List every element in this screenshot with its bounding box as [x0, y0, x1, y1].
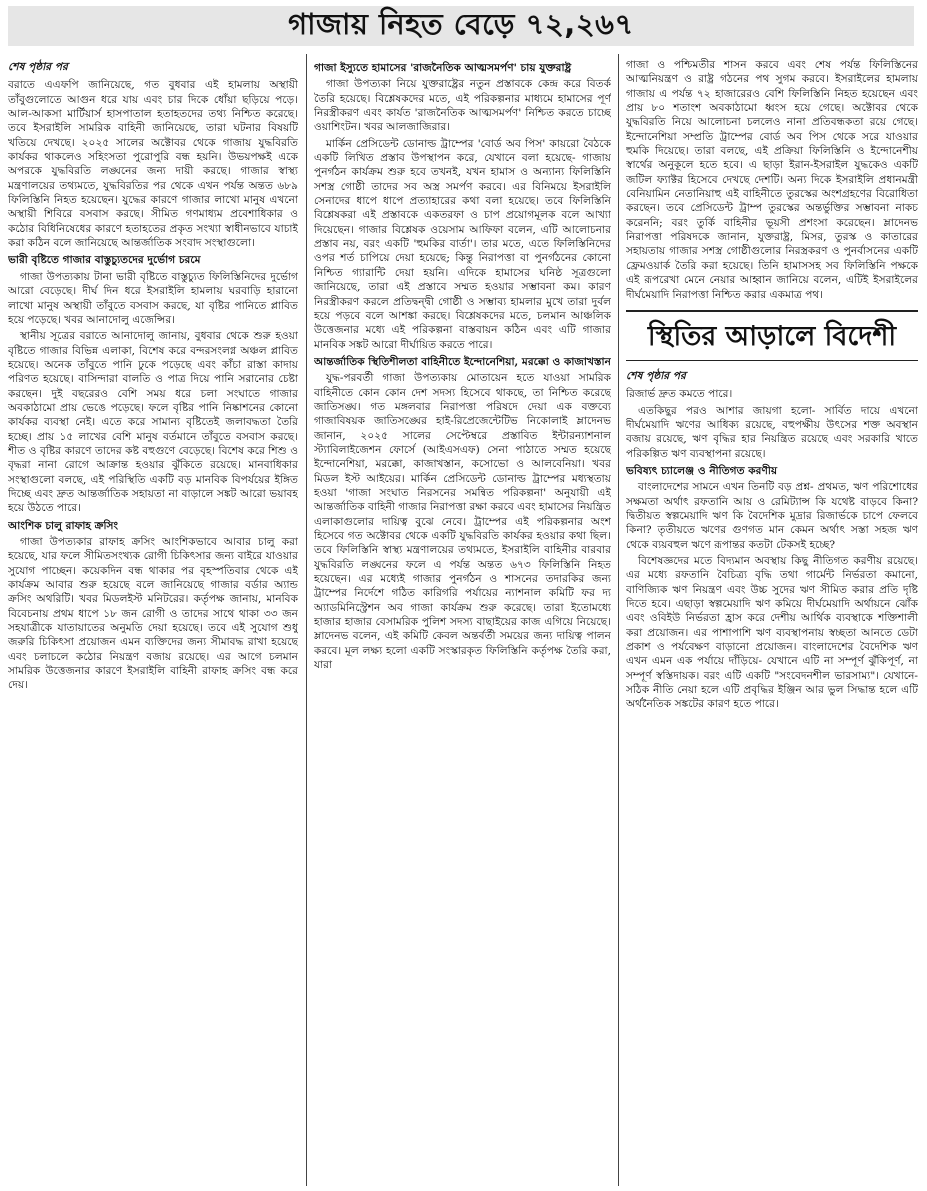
subheading-rain: ভারী বৃষ্টিতে গাজার বাস্তুচ্যুতদের দুর্ভোগ চরমে: [8, 254, 201, 267]
subheading-future-challenges: ভবিষ্যৎ চ্যালেঞ্জ ও নীতিগত করণীয়: [626, 464, 778, 477]
paragraph: গাজা উপত্যকায় টানা ভারী বৃষ্টিতে বাস্তুচ্যুত ফিলিস্তিনিদের দুর্ভোগ আরো বেড়েছে। দীর্ঘ দিন ধরে ইসরাইলি হামলায় ঘরবাড়ি হারানো লাখো মানুষ অস্থায়ী তাঁবুতে বসবাস করছে, যা বৃষ্টির পানিতে প্লাবিত হয়ে পড়েছে। খবর আনাদোলু এজেন্সির।: [8, 270, 298, 326]
article-column-1: [8, 58, 298, 1186]
second-article-headline: স্থিতির আড়ালে বিদেশী: [626, 310, 918, 361]
paragraph: গাজা ও পশ্চিমতীর শাসন করবে এবং শেষ পর্যন্ত ফিলিস্তিনের আত্মনিয়ন্ত্রণ ও রাষ্ট্র গঠনের পথ সুগম করবে। ইসরাইলের হামলায় গাজায় এ পর্যন্ত ৭২ হাজারেরও বেশি ফিলিস্তিনি নিহত হয়েছেন এবং প্রায় ৮০ শতাংশ অবকাঠামো ধ্বংস হয়ে গেছে। অক্টোবর থেকে যুদ্ধবিরতি নিয়ে আলোচনা চললেও নানা প্রতিবন্ধকতা রয়ে গেছে। ইন্দোনেশিয়া সম্প্রতি ট্রাম্পের বোর্ড অব পিস থেকে সরে যাওয়ার হুমকি দিয়েছে। তারা বলছে, এই প্রক্রিয়া ফিলিস্তিনি ও ইন্দোনেশীয় স্বার্থের অনুকূলে হতে হবে। এ ছাড়া ইরান-ইসরাইল যুদ্ধকেও একটি জটিল ফ্যাক্টর হিসেবে দেখছে দেশটি। অন্য দিকে ইসরাইলি প্রধানমন্ত্রী বেনিয়ামিন নেতানিয়াহু এই বাহিনীতে তুরস্কের অংশগ্রহণের বিরোধিতা করছেন। তবে প্রেসিডেন্ট ট্রাম্প তুরস্কের অন্তর্ভুক্তির সম্ভাবনা নাকচ করেননি; বরং তুর্কি বাহিনীর ভূয়সী প্রশংসা করেছেন। ম্লাদেনভ নিরাপত্তা পরিষদকে জানান, যুক্তরাষ্ট্র, মিসর, তুরস্ক ও কাতারের সহায়তায় গাজার সশস্ত্র গোষ্ঠীগুলোর নিরস্ত্রকরণ ও পুনর্বাসনের একটি ফ্রেমওয়ার্ক তৈরি করা হয়েছে। তিনি হামাসসহ সব ফিলিস্তিনি পক্ষকে এই রূপরেখা মেনে নেয়ার আহ্বান জানিয়ে বলেন, এটিই ইসরাইলের দীর্ঘমেয়াদি নিরাপত্তা নিশ্চিত করার একমাত্র পথ।: [626, 59, 918, 301]
paragraph: বরাতে এএফপি জানিয়েছে, গত বুধবার এই হামলায় অস্থায়ী তাঁবুগুলোতে আগুন ধরে যায় এবং চার দিকে ধোঁয়া ছড়িয়ে পড়ে। আল-আকসা মার্টিয়ার্স হাসপাতাল হতাহতদের তথ্য নিশ্চিত করেছে। তবে ইসরাইলি সামরিক বাহিনী জানিয়েছে, তারা ঘটনার বিষয়টি খতিয়ে দেখছে। ২০২৫ সালের অক্টোবর থেকে গাজায় যুদ্ধবিরতি কার্যকর থাকলেও সহিংসতা পুরোপুরি বন্ধ হয়নি। উভয়পক্ষই একে অপরকে যুদ্ধবিরতি লঙ্ঘনের জন্য দায়ী করছে। গাজার স্বাস্থ্য মন্ত্রণালয়ের তথ্যমতে, যুদ্ধবিরতির পর থেকে এখন পর্যন্ত অন্তত ৬৮৯ ফিলিস্তিনি নিহত হয়েছেন। যুদ্ধের কারণে গাজার লাখো মানুষ এখনো অস্থায়ী শিবিরে বসবাস করছে। সীমিত গণমাধ্যম প্রবেশাধিকার ও কঠোর বিধিনিষেধের কারণে হতাহতের প্রকৃত সংখ্যা স্বাধীনভাবে যাচাই করা কঠিন বলে জানিয়েছে আন্তর্জাতিক সংবাদ সংস্থাগুলো।: [8, 79, 298, 250]
main-headline: গাজায় নিহত বেড়ে ৭২,২৬৭: [288, 6, 634, 41]
column-divider: [306, 54, 307, 1186]
paragraph: বাংলাদেশের সামনে এখন তিনটি বড় প্রশ্ন- প্রথমত, ঋণ পরিশোধের সক্ষমতা অর্থাৎ রফতানি আয় ও রেমিট্যান্স কি যথেষ্ট বাড়বে কিনা? দ্বিতীয়ত স্বল্পমেয়াদি ঋণ কি বৈদেশিক মুদ্রার রিজার্ভকে চাপে ফেলবে কিনা? তৃতীয়তে ঋণের গুণগত মান কেমন অর্থাৎ সস্তা সহজ ঋণ থেকে ব্যয়বহুল ঋণে রূপান্তর কতটা টেকসই হচ্ছে?: [626, 481, 918, 551]
subheading-stabilization-force: আন্তর্জাতিক স্থিতিশীলতা বাহিনীতে ইন্দোনেশিয়া, মরক্কো ও কাজাখস্তান: [314, 355, 611, 368]
paragraph: রিজার্ভ দ্রুত কমতে পারে।: [626, 388, 733, 401]
paragraph: গাজা উপত্যকার রাফাহ ক্রসিং আংশিকভাবে আবার চালু করা হয়েছে, যার ফলে সীমিতসংখ্যক রোগী চিকিৎসার জন্য বাইরে যাওয়ার সুযোগ পাচ্ছেন। কয়েকদিন বন্ধ থাকার পর বৃহস্পতিবার থেকে এই কার্যক্রম আবার শুরু হয়েছে বলে জানিয়েছে গাজার বর্ডার অ্যান্ড ক্রসিং অথরিটি। খবর মিডলইস্ট মনিটরের। কর্তৃপক্ষ জানায়, মানবিক বিবেচনায় প্রথম ধাপে ১৮ জন রোগী ও তাদের সাথে থাকা ৩৩ জন সহযাত্রীকে যাতায়াতের অনুমতি দেয়া হয়েছে। তবে এই সুযোগ শুধু জরুরি চিকিৎসা প্রয়োজন এমন ব্যক্তিদের জন্য সীমাবদ্ধ রাখা হয়েছে এবং চলাচলে কঠোর নিয়ন্ত্রণ বজায় রয়েছে। এর আগে চলমান সামরিক উত্তেজনার কারণে ইসরাইলি বাহিনী রাফাহ ক্রসিং বন্ধ করে দেয়।: [8, 536, 298, 692]
paragraph: স্থানীয় সূত্রের বরাতে আনাদোলু জানায়, বুধবার থেকে শুরু হওয়া বৃষ্টিতে গাজার বিভিন্ন এলাকা, বিশেষ করে বন্দরসংলগ্ন অঞ্চল প্লাবিত হয়েছে। অনেক তাঁবুতে পানি ঢুকে পড়েছে এবং কাঁচা রাস্তা কাদায় পরিণত হয়েছে। বাসিন্দারা বালতি ও পাত্র দিয়ে পানি সরানোর চেষ্টা করছেন। দুই বছরেরও বেশি সময় ধরে চলা সংঘাতে গাজার অবকাঠামো প্রায় ভেঙে পড়েছে। ফলে বৃষ্টির পানি নিষ্কাশনের কোনো কার্যকর ব্যবস্থা নেই। এতে করে সামান্য বৃষ্টিতেই জলাবদ্ধতা তৈরি হচ্ছে। প্রায় ১৫ লাখের বেশি মানুষ বর্তমানে তাঁবুতে বসবাস করছে। শীত ও বৃষ্টির কারণে তাদের কষ্ট বহুগুণে বেড়েছে। বিশেষ করে শিশু ও বৃদ্ধরা নানা রোগে আক্রান্ত হওয়ার ঝুঁকিতে রয়েছে। মানবাধিকার সংস্থাগুলো বলছে, এই পরিস্থিতি একটি বড় মানবিক বিপর্যয়ের ইঙ্গিত দিচ্ছে এবং দ্রুত আন্তর্জাতিক সহায়তা না বাড়ালে সঙ্কট আরো ভয়াবহ হয়ে উঠতে পারে।: [8, 330, 298, 515]
subheading-rafah: আংশিক চালু রাফাহ ক্রসিং: [8, 519, 119, 532]
article-column-2: [314, 58, 611, 1186]
article-column-3: [626, 58, 918, 1186]
continued-from-kicker: শেষ পৃষ্ঠার পর: [626, 369, 686, 382]
column-divider: [618, 54, 619, 1186]
headline-banner: [8, 6, 914, 46]
paragraph: গাজা উপত্যকা নিয়ে যুক্তরাষ্ট্রের নতুন প্রস্তাবকে কেন্দ্র করে বিতর্ক তৈরি হয়েছে। বিশ্লেষকদের মতে, এই পরিকল্পনার মাধ্যমে হামাসের পূর্ণ নিরস্ত্রীকরণ এবং কার্যত 'রাজনৈতিক আত্মসমর্পণ' নিশ্চিত করতে চাচ্ছে ওয়াশিংটন। খবর আলজাজিরার।: [314, 78, 611, 134]
paragraph: যুদ্ধ-পরবর্তী গাজা উপত্যকায় মোতায়েন হতে যাওয়া সামরিক বাহিনীতে কোন কোন দেশ সদস্য হিসেবে থাকছে, তা নিশ্চিত করেছে জাতিসঙ্ঘ। গত মঙ্গলবার নিরাপত্তা পরিষদে দেয়া এক বক্তব্যে গাজাবিষয়ক জাতিসঙ্ঘের হাই-রিপ্রেজেন্টেটিভ নিকোলাই ম্লাদেনভ জানান, ২০২৫ সালের সেপ্টেম্বরে প্রস্তাবিত ইন্টারন্যাশনাল স্ট্যাবিলাইজেশন ফোর্সে (আইএসএফ) সেনা পাঠাতে সম্মত হয়েছে ইন্দোনেশিয়া, মরক্কো, কাজাখস্তান, কসোভো ও আলবেনিয়া। খবর মিডল ইস্ট আইয়ের। মার্কিন প্রেসিডেন্ট ডোনাল্ড ট্রাম্পের মধ্যস্থতায় হওয়া 'গাজা সংঘাত নিরসনের সমন্বিত পরিকল্পনা' অনুযায়ী এই আন্তর্জাতিক বাহিনী গাজার নিরাপত্তা রক্ষা করবে এবং হামাসের নিয়ন্ত্রিত এলাকাগুলোর দায়িত্ব বুঝে নেবে। ট্রাম্পের এই পরিকল্পনার অংশ হিসেবে গত অক্টোবর থেকে একটি যুদ্ধবিরতি কার্যকর হওয়ার কথা ছিল। তবে ফিলিস্তিনি স্বাস্থ্য মন্ত্রণালয়ের তথ্যমতে, ইসরাইলি বাহিনীর বারবার যুদ্ধবিরতি লঙ্ঘনের ফলে এ পর্যন্ত অন্তত ৬৭৩ ফিলিস্তিনি নিহত হয়েছেন। এর মধ্যেই গাজার পুনর্গঠন ও শাসনের তদারকির জন্য ট্রাম্পের নির্দেশে গঠিত কারিগরি পর্যায়ের ন্যাশনাল কমিটি ফর দ্য অ্যাডমিনিস্ট্রেশন অব গাজা কার্যক্রম শুরু করেছে। তারা ইতোমধ্যে হাজার হাজার বেসামরিক পুলিশ সদস্য বাছাইয়ের কাজ এগিয়ে নিয়েছে। ম্লাদেনভ বলেন, এই কমিটি কেবল অন্তর্বর্তী সময়ের জন্য দায়িত্ব পালন করবে। মূল লক্ষ্য হলো একটি সংস্কারকৃত ফিলিস্তিনি কর্তৃপক্ষ তৈরি করা, যারা: [314, 372, 611, 672]
paragraph: মার্কিন প্রেসিডেন্ট ডোনাল্ড ট্রাম্পের 'বোর্ড অব পিস' কায়রো বৈঠকে একটি লিখিত প্রস্তাব উপস্থাপন করে, যেখানে বলা হয়েছে- গাজায় পুনর্গঠন কার্যক্রম শুরু হবে তখনই, যখন হামাস ও অন্যান্য ফিলিস্তিনি সশস্ত্র গোষ্ঠী তাদের সব অস্ত্র সমর্পণ করবে। এর বিনিময়ে ইসরাইলি সেনাদের ধাপে ধাপে প্রত্যাহারের কথা বলা হয়েছে। তবে ফিলিস্তিনি বিশ্লেষকরা এই প্রস্তাবকে একতরফা ও চাপ প্রয়োগমূলক বলে আখ্যা দিয়েছেন। গাজার বিশ্লেষক ওয়েসাম আফিফা বলেন, এটি আলোচনার প্রস্তাব নয়, বরং একটি 'হুমকির বার্তা'। তার মতে, এতে ফিলিস্তিনিদের ওপর শর্ত চাপিয়ে দেয়া হয়েছে; কিন্তু নিরাপত্তা বা পুনর্গঠনের কোনো নিশ্চিত গ্যারান্টি দেয়া হয়নি। এদিকে হামাসের ঘনিষ্ঠ সূত্রগুলো জানিয়েছে, তারা এই প্রস্তাবে সম্মত হওয়ার সম্ভাবনা কম। কারণ নিরস্ত্রীকরণ করলে প্রতিদ্বন্দ্বী গোষ্ঠী ও সম্ভাব্য হামলার মুখে তারা দুর্বল হয়ে পড়বে বলে আশঙ্কা করছে। বিশ্লেষকদের মতে, চলমান আঞ্চলিক উত্তেজনার মধ্যে এই পরিকল্পনা বাস্তবায়ন কঠিন এবং এটি গাজার মানবিক সঙ্কট আরো দীর্ঘায়িত করতে পারে।: [314, 137, 611, 351]
paragraph: এতকিছুর পরও আশার জায়গা হলো- সার্বিত দায়ে এখনো দীর্ঘমেয়াদি ঋণের আধিক্য রয়েছে, বহুপক্ষীয় উৎসের শক্ত অবস্থান বজায় রয়েছে, ঋণ বৃদ্ধির হার নিয়ন্ত্রিত রয়েছে এবং সরকারি খাতে পরিকল্পিত ঋণ ব্যবস্থাপনা রয়েছে।: [626, 404, 918, 460]
subheading-hamas-surrender: গাজা ইস্যুতে হামাসের 'রাজনৈতিক আত্মসমর্পণ' চায় যুক্তরাষ্ট্র: [314, 62, 572, 74]
paragraph: বিশেষজ্ঞদের মতে বিদ্যমান অবস্থায় কিছু নীতিগত করণীয় রয়েছে। এর মধ্যে রফতানি বৈচিত্র্য বৃদ্ধি তথা গার্মেন্ট নির্ভরতা কমানো, বাণিজ্যিক ঋণ নিয়ন্ত্রণ এবং উচ্চ সুদের ঋণ সীমিত করার প্রতি দৃষ্টি দিতে হবে। এছাড়া স্বল্পমেয়াদি ঋণ কমিয়ে দীর্ঘমেয়াদি অর্থায়নে ঝোঁক এবং ওবিইউ নির্ভরতা হ্রাস করে দেশীয় আর্থিক ব্যবস্থাকে শক্তিশালী করা প্রয়োজন। এর পাশাপাশি ঋণ ব্যবস্থাপনায় স্বচ্ছতা আনতে ডেটা প্রকাশ ও পর্যবেক্ষণ বাড়ানো প্রয়োজন। বাংলাদেশের বৈদেশিক ঋণ এখন এমন এক পর্যায়ে দাঁড়িয়ে- যেখানে এটি না সম্পূর্ণ ঝুঁকিপূর্ণ, না সম্পূর্ণ স্বস্তিদায়ক। বরং এটি একটি "সংবেদনশীল ভারসাম্য"। যেখানে- সঠিক নীতি নেয়া হলে এটি প্রবৃদ্ধির ইঞ্জিন আর ভুল সিদ্ধান্ত হলে এটি অর্থনৈতিক সঙ্কটের কারণ হতে পারে।: [626, 554, 918, 711]
continued-from-kicker: শেষ পৃষ্ঠার পর: [8, 61, 68, 73]
